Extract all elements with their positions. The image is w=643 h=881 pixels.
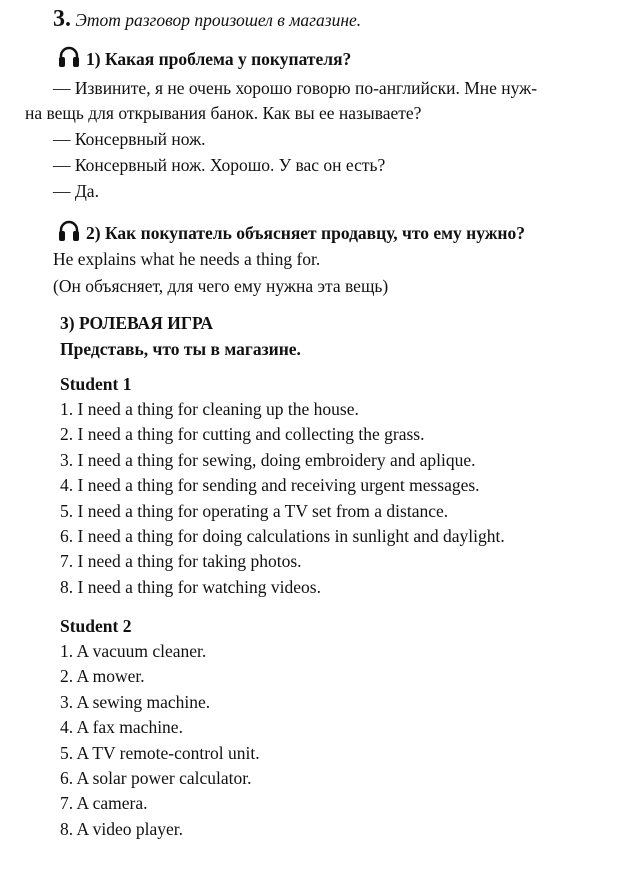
list-item: 8. I need a thing for watching videos. <box>60 576 321 597</box>
exercise-intro: Этот разговор произошел в магазине. <box>75 10 362 30</box>
dialog-line: на вещь для открывания банок. Как вы ее называете? <box>25 103 422 123</box>
headphones-icon <box>58 46 80 68</box>
list-item: 2. A mower. <box>60 666 145 687</box>
list-item: 1. I need a thing for cleaning up the house. <box>60 399 359 419</box>
question-1-title: 1) Какая проблема у покупателя? <box>86 49 352 69</box>
list-item: 4. A fax machine. <box>60 717 183 738</box>
exercise-header <box>53 8 361 31</box>
list-item: 6. I need a thing for doing calculations in sunlight and daylight. <box>60 526 505 546</box>
list-item: 5. A TV remote-control unit. <box>60 742 260 763</box>
list-item: 2. I need a thing for cutting and collecting the grass. <box>60 424 425 445</box>
dialog-line: — Консервный нож. <box>53 129 206 149</box>
list-item: 6. A solar power calculator. <box>60 768 252 788</box>
exercise-number: 3. <box>53 6 71 32</box>
dialog-line: — Да. <box>53 181 99 201</box>
question-3-title: 3) РОЛЕВАЯ ИГРА <box>60 313 214 333</box>
dialog-line: — Извините, я не очень хорошо говорю по-английски. Мне нуж- <box>53 78 538 98</box>
question-2-title: 2) Как покупатель объясняет продавцу, что ему нужно? <box>86 223 526 243</box>
list-item: 5. I need a thing for operating a TV set from a distance. <box>60 500 449 521</box>
list-item: 3. I need a thing for sewing, doing embroidery and aplique. <box>60 449 476 470</box>
dialog-line: — Консервный нож. Хорошо. У вас он есть? <box>53 155 386 175</box>
headphones-icon <box>58 220 80 242</box>
student-1-title: Student 1 <box>60 374 132 394</box>
list-item: 8. A video player. <box>60 818 183 839</box>
student-2-title: Student 2 <box>60 616 132 636</box>
question-1 <box>58 46 351 70</box>
question-3-subtitle: Представь, что ты в магазине. <box>60 339 301 359</box>
answer-line: (Он объясняет, для чего ему нужна эта вещь) <box>53 276 389 296</box>
list-item: 3. A sewing machine. <box>60 691 211 712</box>
list-item: 4. I need a thing for sending and receiving urgent messages. <box>60 475 480 496</box>
answer-line: He explains what he needs a thing for. <box>53 249 321 269</box>
list-item: 7. I need a thing for taking photos. <box>60 551 302 572</box>
list-item: 1. A vacuum cleaner. <box>60 641 207 661</box>
question-2 <box>58 220 525 244</box>
list-item: 7. A camera. <box>60 793 148 814</box>
